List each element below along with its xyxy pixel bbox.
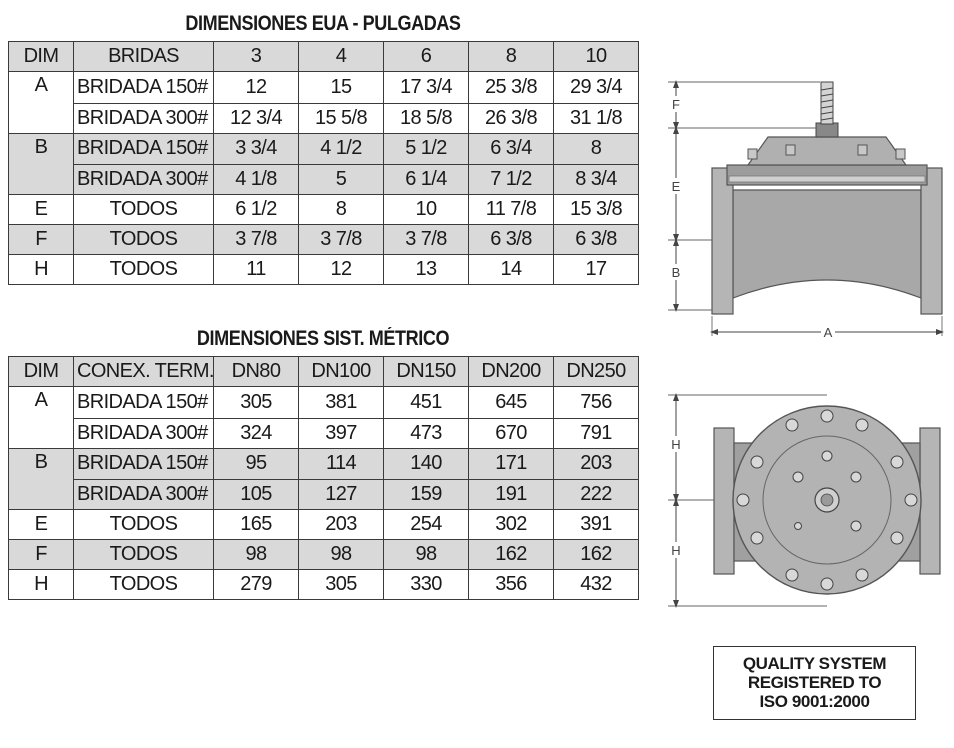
value-cell: 15 3/8 (554, 195, 639, 225)
value-cell: 162 (469, 540, 554, 570)
value-cell: 305 (214, 387, 299, 419)
value-cell: 279 (214, 570, 299, 600)
value-cell: 473 (384, 418, 469, 448)
connection-cell: TODOS (74, 510, 214, 540)
value-cell: 222 (554, 480, 639, 510)
value-cell: 140 (384, 448, 469, 480)
dim-cell: E (9, 195, 74, 225)
value-cell: 114 (299, 448, 384, 480)
value-cell: 159 (384, 480, 469, 510)
value-cell: 14 (469, 255, 554, 285)
connection-cell: BRIDADA 300# (74, 480, 214, 510)
value-cell: 105 (214, 480, 299, 510)
value-cell: 3 7/8 (299, 225, 384, 255)
table-row (9, 195, 639, 225)
value-cell: 8 (299, 195, 384, 225)
value-cell: 7 1/2 (469, 165, 554, 195)
value-cell: 432 (554, 570, 639, 600)
table-row (9, 133, 639, 165)
dim-cell (9, 418, 74, 448)
valve-body (733, 190, 921, 298)
connection-cell: TODOS (74, 225, 214, 255)
value-cell: 12 3/4 (214, 103, 299, 133)
value-cell: 645 (469, 387, 554, 419)
value-cell: 397 (299, 418, 384, 448)
connection-cell: BRIDADA 150# (74, 387, 214, 419)
iso-certification-box (713, 646, 916, 720)
header-cell: DN200 (469, 357, 554, 387)
value-cell: 13 (384, 255, 469, 285)
left-flange (712, 168, 733, 314)
table-row (9, 480, 639, 510)
metric-dimensions-table (8, 356, 639, 600)
value-cell: 356 (469, 570, 554, 600)
table-row (9, 387, 639, 419)
value-cell: 3 3/4 (214, 133, 299, 165)
connection-cell: BRIDADA 300# (74, 103, 214, 133)
connection-cell: TODOS (74, 570, 214, 600)
dim-cell (9, 103, 74, 133)
dimension-label-h-upper: H (671, 437, 681, 452)
valve-top-view-drawing (660, 385, 950, 615)
value-cell: 8 (554, 133, 639, 165)
value-cell: 10 (384, 195, 469, 225)
value-cell: 11 (214, 255, 299, 285)
right-flange (921, 168, 942, 314)
value-cell: 98 (299, 540, 384, 570)
connection-cell: BRIDADA 150# (74, 448, 214, 480)
value-cell: 6 3/8 (554, 225, 639, 255)
connection-cell: TODOS (74, 255, 214, 285)
dim-cell (9, 480, 74, 510)
header-cell: DN80 (214, 357, 299, 387)
dimension-label-h-lower: H (671, 543, 681, 558)
imperial-dimensions-table (8, 41, 639, 285)
value-cell: 5 (299, 165, 384, 195)
left-pipe-flange (714, 428, 734, 574)
table-row (9, 255, 639, 285)
value-cell: 18 5/8 (384, 103, 469, 133)
value-cell: 11 7/8 (469, 195, 554, 225)
dim-cell: A (9, 72, 74, 104)
header-cell: BRIDAS (74, 42, 214, 72)
connection-cell: BRIDADA 150# (74, 133, 214, 165)
iso-line-3: ISO 9001:2000 (759, 692, 870, 711)
table-row (9, 165, 639, 195)
table-row (9, 540, 639, 570)
table-row (9, 510, 639, 540)
connection-cell: BRIDADA 300# (74, 418, 214, 448)
value-cell: 391 (554, 510, 639, 540)
value-cell: 3 7/8 (384, 225, 469, 255)
value-cell: 203 (554, 448, 639, 480)
header-cell: DN150 (384, 357, 469, 387)
value-cell: 381 (299, 387, 384, 419)
imperial-table-title: DIMENSIONES EUA - PULGADAS (185, 12, 461, 35)
valve-bonnet (748, 137, 906, 165)
value-cell: 4 1/8 (214, 165, 299, 195)
value-cell: 165 (214, 510, 299, 540)
value-cell: 15 (299, 72, 384, 104)
header-cell: 8 (469, 42, 554, 72)
value-cell: 4 1/2 (299, 133, 384, 165)
dim-cell: F (9, 225, 74, 255)
header-cell: CONEX. TERM. (74, 357, 214, 387)
dim-cell: H (9, 255, 74, 285)
value-cell: 98 (214, 540, 299, 570)
iso-line-1: QUALITY SYSTEM (742, 654, 887, 673)
table-row (9, 418, 639, 448)
dimension-label-e: E (671, 179, 681, 194)
right-pipe-flange (920, 428, 940, 574)
table-row (9, 448, 639, 480)
value-cell: 12 (299, 255, 384, 285)
value-cell: 171 (469, 448, 554, 480)
value-cell: 6 1/4 (384, 165, 469, 195)
value-cell: 5 1/2 (384, 133, 469, 165)
value-cell: 162 (554, 540, 639, 570)
value-cell: 15 5/8 (299, 103, 384, 133)
value-cell: 324 (214, 418, 299, 448)
value-cell: 305 (299, 570, 384, 600)
table-row (9, 225, 639, 255)
value-cell: 254 (384, 510, 469, 540)
value-cell: 26 3/8 (469, 103, 554, 133)
value-cell: 25 3/8 (469, 72, 554, 104)
dim-cell: A (9, 387, 74, 419)
value-cell: 17 3/4 (384, 72, 469, 104)
value-cell: 29 3/4 (554, 72, 639, 104)
dim-cell: B (9, 448, 74, 480)
header-cell: 4 (299, 42, 384, 72)
dimension-label-f: F (672, 97, 680, 112)
table-row (9, 570, 639, 600)
valve-stem-nut (816, 123, 838, 137)
header-cell: 3 (214, 42, 299, 72)
dim-cell: B (9, 133, 74, 165)
header-cell: DN100 (299, 357, 384, 387)
dim-cell: H (9, 570, 74, 600)
table-header-row (9, 42, 639, 72)
iso-line-2: REGISTERED TO (747, 673, 882, 692)
dimension-label-b: B (671, 265, 681, 280)
value-cell: 3 7/8 (214, 225, 299, 255)
valve-side-view-drawing (660, 70, 950, 345)
value-cell: 31 1/8 (554, 103, 639, 133)
dimension-label-a: A (823, 325, 833, 340)
connection-cell: TODOS (74, 540, 214, 570)
table-header-row (9, 357, 639, 387)
connection-cell: TODOS (74, 195, 214, 225)
connection-cell: BRIDADA 300# (74, 165, 214, 195)
value-cell: 12 (214, 72, 299, 104)
value-cell: 451 (384, 387, 469, 419)
metric-table-title: DIMENSIONES SIST. MÉTRICO (196, 327, 450, 350)
value-cell: 670 (469, 418, 554, 448)
value-cell: 302 (469, 510, 554, 540)
value-cell: 127 (299, 480, 384, 510)
value-cell: 330 (384, 570, 469, 600)
dim-cell (9, 165, 74, 195)
value-cell: 791 (554, 418, 639, 448)
value-cell: 6 3/4 (469, 133, 554, 165)
dim-cell: F (9, 540, 74, 570)
value-cell: 6 1/2 (214, 195, 299, 225)
table-row (9, 103, 639, 133)
header-cell: DIM (9, 42, 74, 72)
header-cell: DN250 (554, 357, 639, 387)
value-cell: 6 3/8 (469, 225, 554, 255)
header-cell: DIM (9, 357, 74, 387)
value-cell: 203 (299, 510, 384, 540)
table-row (9, 72, 639, 104)
header-cell: 6 (384, 42, 469, 72)
dim-cell: E (9, 510, 74, 540)
header-cell: 10 (554, 42, 639, 72)
value-cell: 756 (554, 387, 639, 419)
value-cell: 191 (469, 480, 554, 510)
value-cell: 8 3/4 (554, 165, 639, 195)
value-cell: 17 (554, 255, 639, 285)
value-cell: 95 (214, 448, 299, 480)
value-cell: 98 (384, 540, 469, 570)
connection-cell: BRIDADA 150# (74, 72, 214, 104)
